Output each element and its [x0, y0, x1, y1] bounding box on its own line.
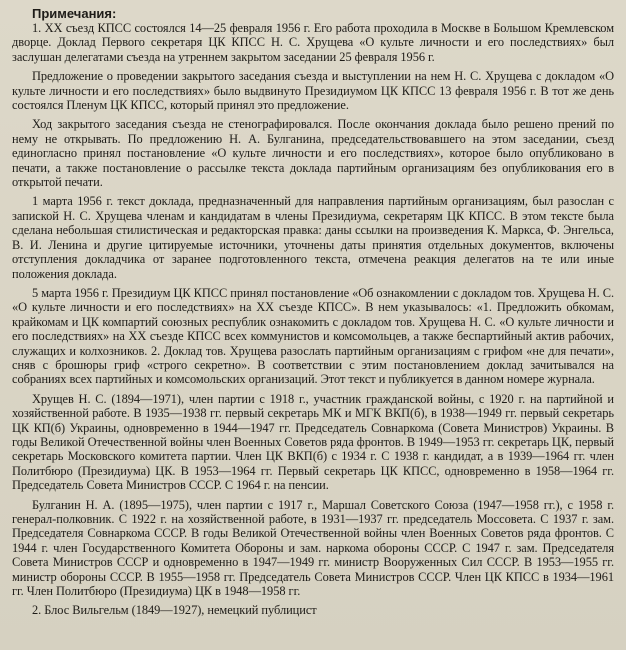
note-paragraph: 5 марта 1956 г. Президиум ЦК КПСС принял постановление «Об ознакомлении с докладом тов. Хрущева Н. С. «О культе личности и его последствиях» на XX съезде КПСС». В нем указывалось: «1. Предложить обкомам, крайкомам и ЦК компартий союзных республик ознакомить с докладом тов. Хрущева Н. С. «О культе личности и его последствиях» на XX съезде КПСС всех коммунистов и комсомольцев, а также беспартийный актив рабочих, служащих и колхозников. 2. Доклад тов. Хрущева разослать партийным организациям с грифом «не для печати», сняв с брошюры гриф «строго секретно». В соответствии с этим постановлением доклад зачитывался на собраниях всех партийных и комсомольских организаций. Этот текст и публикуется в данном номере журнала. [12, 285, 614, 387]
note-paragraph: Предложение о проведении закрытого заседания съезда и выступлении на нем Н. С. Хрущева с докладом «О культе личности и его последствиях» было выдвинуто Президиумом ЦК КПСС 13 февраля 1956 г. В тот же день состоялся Пленум ЦК КПСС, который принял это предложение. [12, 69, 614, 113]
notes-heading: Примечания: [32, 6, 117, 21]
note-paragraph: Ход закрытого заседания съезда не стенографировался. После окончания доклада было решено прений по нему не открывать. По предложению Н. А. Булганина, председательствовавшего на этом заседании, съезд единогласно принял постановление «О культе личности и его последствиях», которое было опубликовано в печати, а также постановление о рассылке текста доклада партийным организациям без опубликования его в открытой печати. [12, 117, 614, 190]
note-paragraph: 2. Блос Вильгельм (1849—1927), немецкий публицист [32, 603, 317, 618]
note-paragraph: Булганин Н. А. (1895—1975), член партии с 1917 г., Маршал Советского Союза (1947—1958 гг.), с 1958 г. генерал-полковник. С 1922 г. на хозяйственной работе, в 1931—1937 гг. председатель Моссовета. С 1937 г. зам. Председателя Совнаркома СССР. В годы Великой Отечественной войны член Военных Советов ряда фронтов. С 1944 г. член Государственного Комитета Обороны и зам. наркома обороны СССР. С 1947 г. зам. Председателя Совета Министров СССР и одновременно в 1947—1949 гг. министр Вооруженных Сил СССР. В 1953—1955 гг. министр обороны СССР. В 1955—1958 гг. Председатель Совета Министров СССР. Член ЦК КПСС в 1934—1961 гг. Член Политбюро (Президиума) ЦК в 1948—1958 гг. [12, 497, 614, 599]
note-paragraph: Хрущев Н. С. (1894—1971), член партии с 1918 г., участник гражданской войны, с 1920 г. на партийной и хозяйственной работе. В 1935—1938 гг. первый секретарь МК и МГК ВКП(б), в 1938—1949 гг. первый секретарь ЦК КП(б) Украины, одновременно в 1944—1947 гг. Председатель Совнаркома (Совета Министров) Украины. В годы Великой Отечественной войны член Военных Советов ряда фронтов. В 1949—1953 гг. секретарь ЦК, первый секретарь Московского комитета партии. Член ЦК ВКП(б) с 1934 г. С 1938 г. кандидат, а в 1939—1964 гг. член Политбюро (Президиума) ЦК. В 1953—1964 гг. Первый секретарь ЦК КПСС, одновременно в 1958—1964 гг. Председатель Совета Министров СССР. С 1964 г. на пенсии. [12, 391, 614, 493]
note-paragraph: 1. XX съезд КПСС состоялся 14—25 февраля 1956 г. Его работа проходила в Москве в Большом Кремлевском дворце. Доклад Первого секретаря ЦК КПСС Н. С. Хрущева «О культе личности и его последствиях» был заслушан делегатами съезда на утреннем закрытом заседании 25 февраля 1956 г. [12, 21, 614, 64]
note-paragraph: 1 марта 1956 г. текст доклада, предназначенный для направления партийным организациям, был разослан с запиской Н. С. Хрущева членам и кандидатам в члены Президиума, секретарям ЦК КПСС. В этом тексте была сделана небольшая стилистическая и редакторская правка: даны ссылки на произведения К. Маркса, Ф. Энгельса, В. И. Ленина и другие цитируемые источники, уточнены даты принятия отдельных документов, включены отступления докладчика от заранее подготовленного текста, отмечена реакция делегатов на те или иные положения доклада. [12, 194, 614, 281]
